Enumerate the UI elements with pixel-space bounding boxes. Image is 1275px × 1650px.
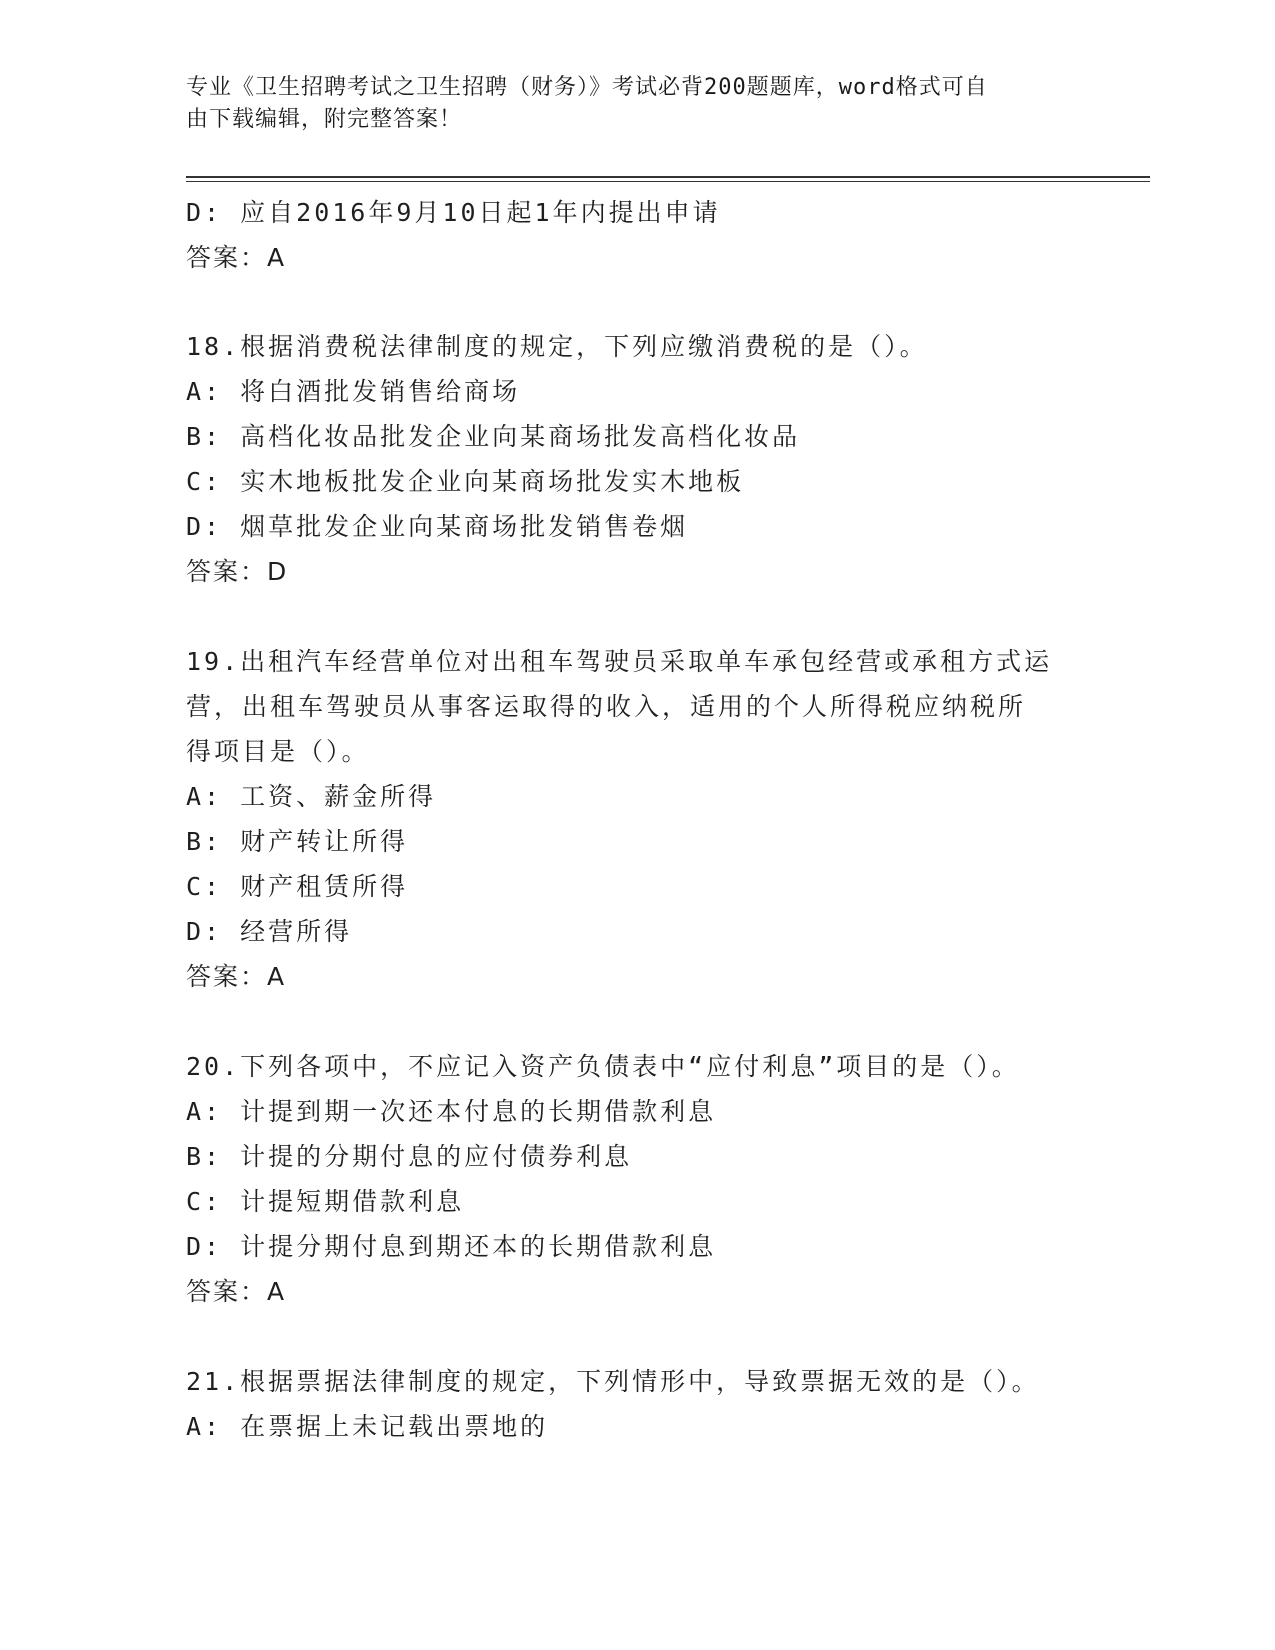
option-b: B: 高档化妆品批发企业向某商场批发高档化妆品	[186, 422, 801, 451]
option-a: A: 计提到期一次还本付息的长期借款利息	[186, 1097, 717, 1126]
question-block	[186, 1359, 1146, 1449]
answer-line: 答案：A	[186, 1277, 287, 1306]
answer-line: 答案：A	[186, 243, 287, 272]
document-body	[186, 190, 1146, 1449]
header-divider	[186, 176, 1150, 182]
question-stem: 19.出租汽车经营单位对出租车驾驶员采取单车承包经营或承租方式运	[186, 647, 1053, 676]
question-stem: 21.根据票据法律制度的规定，下列情形中，导致票据无效的是（）。	[186, 1367, 1040, 1396]
answer-line: 答案：D	[186, 557, 289, 586]
option-a: A: 将白酒批发销售给商场	[186, 377, 521, 406]
option-d: D: 烟草批发企业向某商场批发销售卷烟	[186, 512, 689, 541]
option-b: B: 计提的分期付息的应付债券利息	[186, 1142, 633, 1171]
question-block	[186, 639, 1146, 999]
option-b: B: 财产转让所得	[186, 827, 409, 856]
answer-line: 答案：A	[186, 962, 287, 991]
question-block	[186, 324, 1146, 594]
option-c: C: 实木地板批发企业向某商场批发实木地板	[186, 467, 745, 496]
option-a: A: 在票据上未记载出票地的	[186, 1412, 549, 1441]
question-block	[186, 1044, 1146, 1314]
page-header	[186, 72, 1086, 136]
question-stem-continued: 得项目是（）。	[186, 737, 370, 766]
header-line-2: 由下载编辑，附完整答案！	[186, 107, 463, 132]
option-c: C: 计提短期借款利息	[186, 1187, 465, 1216]
option-c: C: 财产租赁所得	[186, 872, 409, 901]
option-a: A: 工资、薪金所得	[186, 782, 437, 811]
header-line-1: 专业《卫生招聘考试之卫生招聘（财务）》考试必背200题题库，word格式可自	[186, 75, 988, 100]
question-stem: 20.下列各项中，不应记入资产负债表中“应付利息”项目的是（）。	[186, 1052, 1020, 1081]
question-stem-continued: 营，出租车驾驶员从事客运取得的收入，适用的个人所得税应纳税所	[186, 692, 1027, 721]
option-d: D: 经营所得	[186, 917, 353, 946]
question-stem: 18.根据消费税法律制度的规定，下列应缴消费税的是（）。	[186, 332, 928, 361]
option-d: D: 计提分期付息到期还本的长期借款利息	[186, 1232, 717, 1261]
option-d: D: 应自2016年9月10日起1年内提出申请	[186, 198, 721, 227]
